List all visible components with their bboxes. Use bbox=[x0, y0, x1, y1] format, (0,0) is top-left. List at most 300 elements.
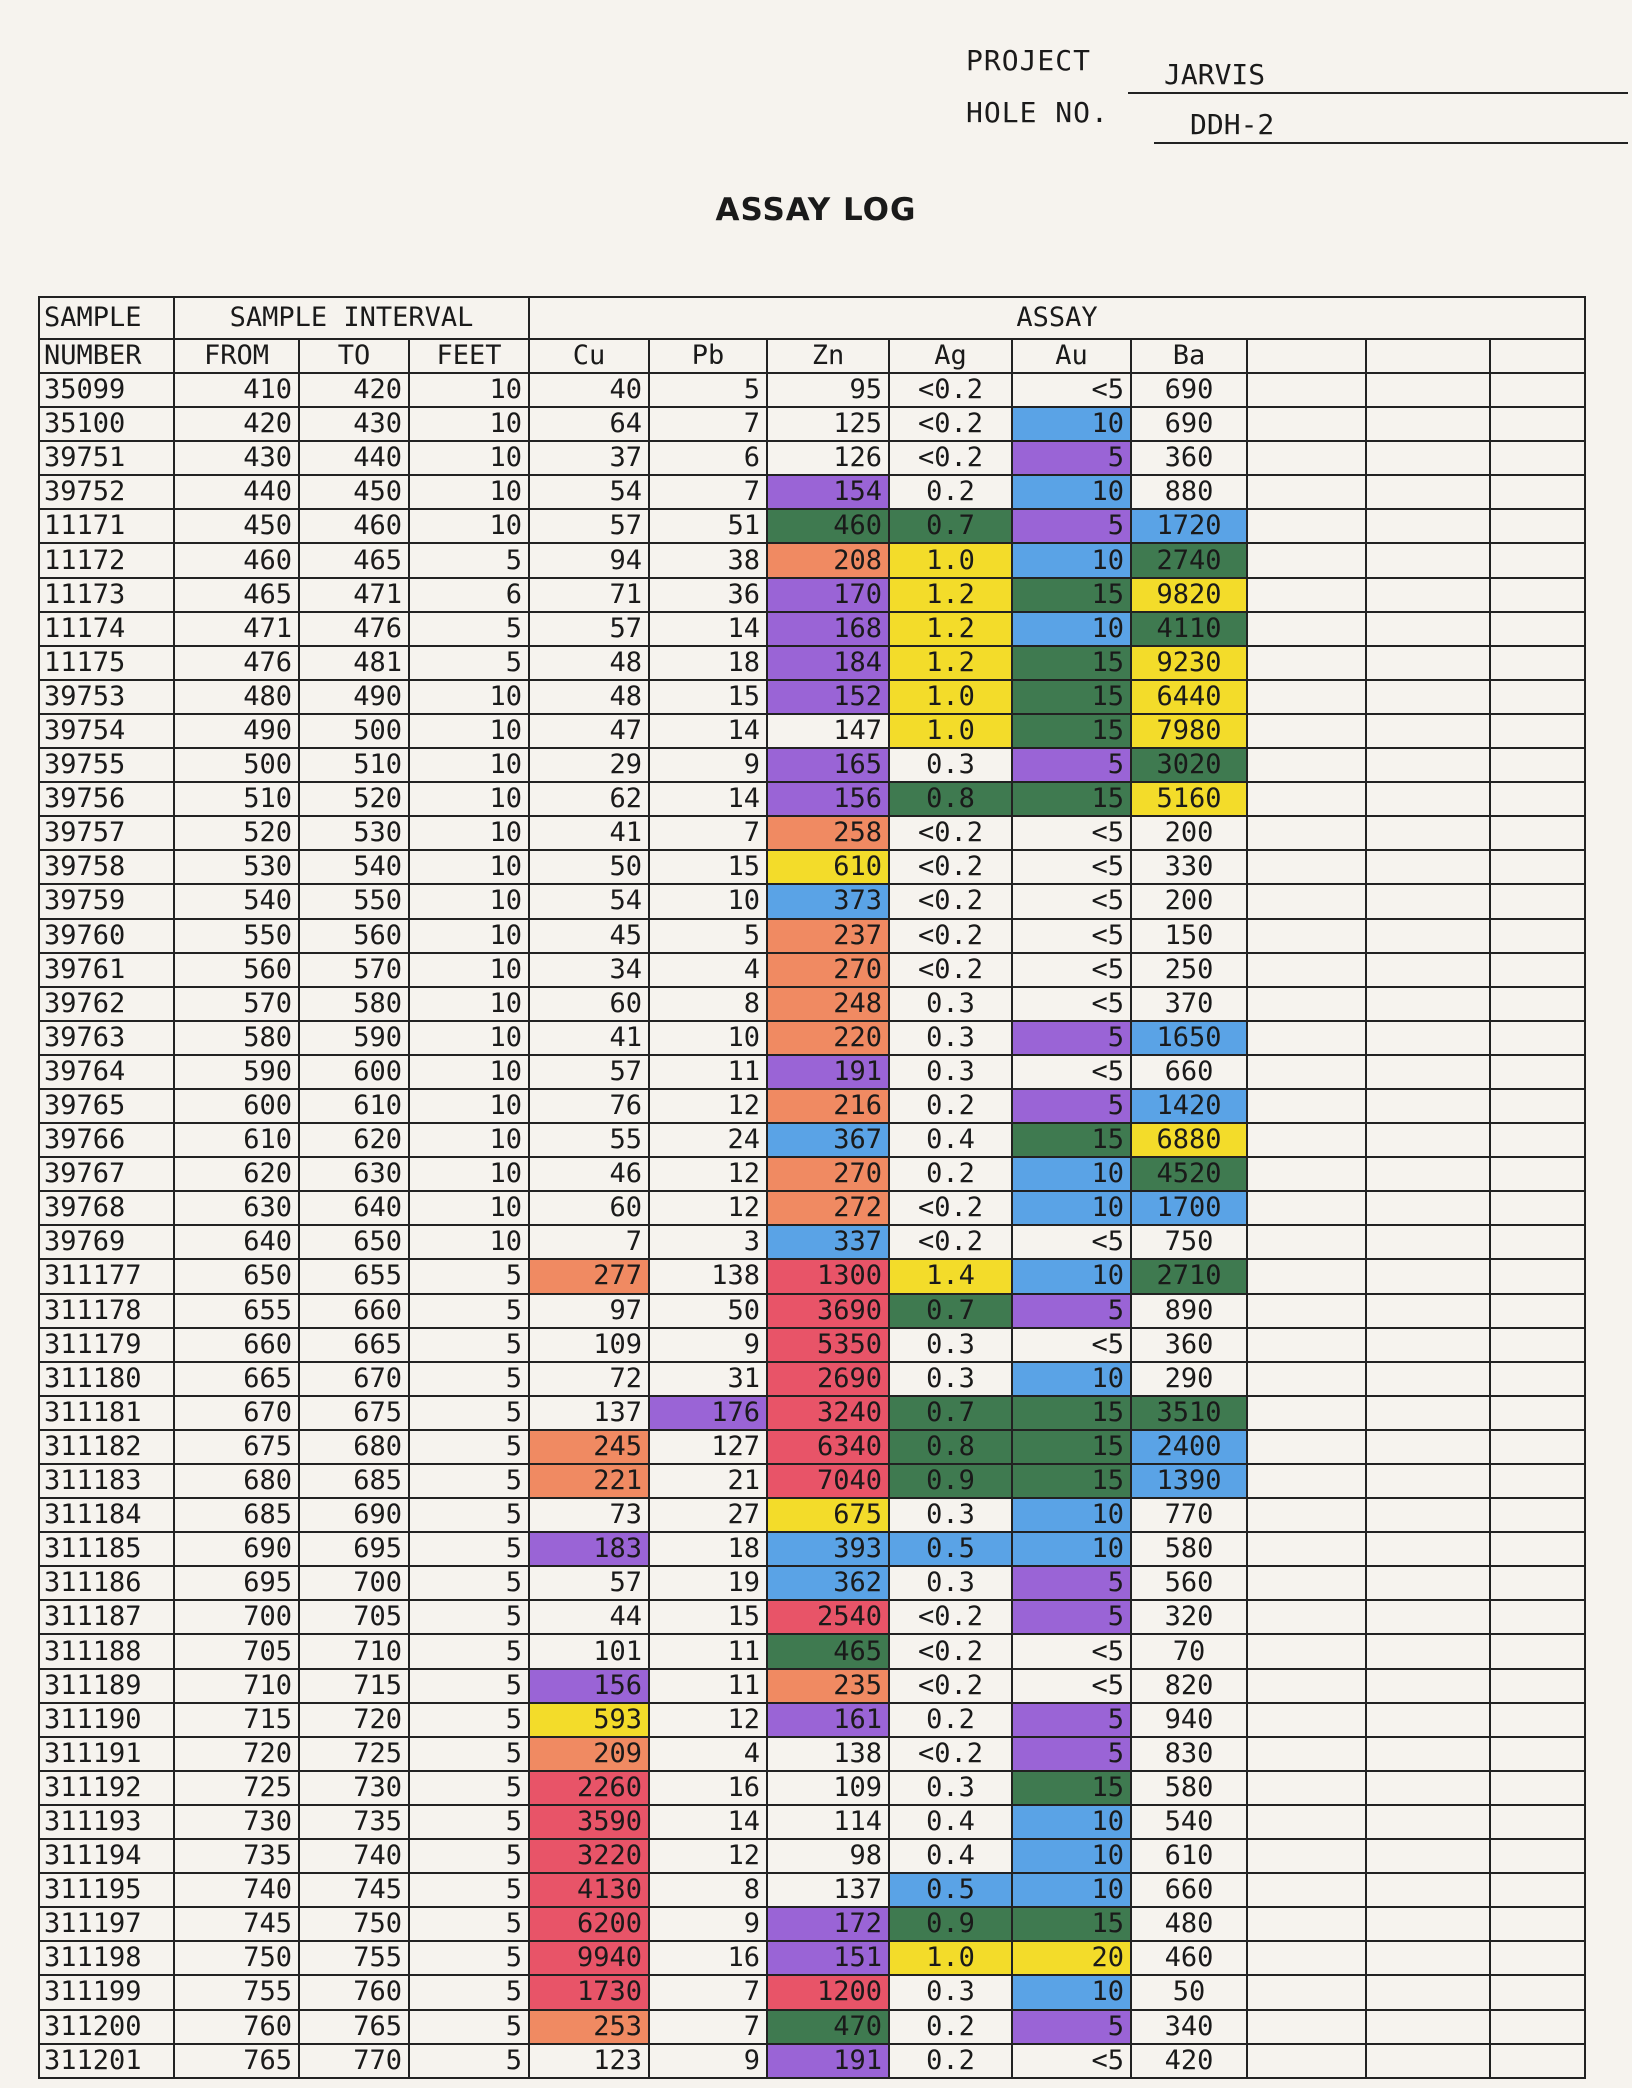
blank-cell bbox=[1490, 987, 1585, 1021]
feet-cell: 5 bbox=[409, 1771, 529, 1805]
ag-cell: 0.4 bbox=[889, 1123, 1012, 1157]
to-cell: 675 bbox=[299, 1396, 409, 1430]
sample-cell: 39761 bbox=[39, 953, 174, 987]
blank-cell bbox=[1366, 1430, 1490, 1464]
feet-cell: 5 bbox=[409, 1362, 529, 1396]
sample-cell: 39753 bbox=[39, 680, 174, 714]
blank-cell bbox=[1490, 1294, 1585, 1328]
from-cell: 680 bbox=[174, 1464, 299, 1498]
sample-cell: 311186 bbox=[39, 1566, 174, 1600]
cu-header: Cu bbox=[529, 339, 649, 373]
au-cell: <5 bbox=[1012, 2044, 1131, 2078]
blank-cell bbox=[1366, 2044, 1490, 2078]
sample-cell: 311177 bbox=[39, 1259, 174, 1293]
from-cell: 560 bbox=[174, 953, 299, 987]
blank-cell bbox=[1366, 1771, 1490, 1805]
cu-cell: 72 bbox=[529, 1362, 649, 1396]
zn-cell: 172 bbox=[767, 1907, 889, 1941]
sample-cell: 39764 bbox=[39, 1055, 174, 1089]
au-cell: 10 bbox=[1012, 1259, 1131, 1293]
ba-cell: 50 bbox=[1131, 1975, 1247, 2009]
blank-cell bbox=[1366, 987, 1490, 1021]
pb-cell: 7 bbox=[649, 475, 767, 509]
from-cell: 600 bbox=[174, 1089, 299, 1123]
pb-cell: 50 bbox=[649, 1294, 767, 1328]
blank-cell bbox=[1490, 2044, 1585, 2078]
to-cell: 745 bbox=[299, 1873, 409, 1907]
feet-cell: 5 bbox=[409, 1873, 529, 1907]
to-cell: 450 bbox=[299, 475, 409, 509]
to-cell: 720 bbox=[299, 1703, 409, 1737]
cu-cell: 3590 bbox=[529, 1805, 649, 1839]
blank-cell bbox=[1247, 1225, 1366, 1259]
table-row bbox=[39, 987, 1585, 1021]
from-cell: 540 bbox=[174, 884, 299, 918]
from-cell: 740 bbox=[174, 1873, 299, 1907]
from-cell: 550 bbox=[174, 919, 299, 953]
ba-cell: 9230 bbox=[1131, 646, 1247, 680]
zn-cell: 7040 bbox=[767, 1464, 889, 1498]
blank-cell bbox=[1366, 1259, 1490, 1293]
au-cell: 10 bbox=[1012, 612, 1131, 646]
au-cell: <5 bbox=[1012, 1328, 1131, 1362]
blank-cell bbox=[1490, 1839, 1585, 1873]
blank-cell bbox=[1366, 543, 1490, 577]
pb-cell: 14 bbox=[649, 714, 767, 748]
table-row bbox=[39, 441, 1585, 475]
ba-cell: 200 bbox=[1131, 816, 1247, 850]
ag-cell: 0.3 bbox=[889, 1021, 1012, 1055]
au-cell: 10 bbox=[1012, 475, 1131, 509]
ag-cell: <0.2 bbox=[889, 1737, 1012, 1771]
to-cell: 770 bbox=[299, 2044, 409, 2078]
from-cell: 460 bbox=[174, 543, 299, 577]
sample-cell: 39765 bbox=[39, 1089, 174, 1123]
cu-cell: 55 bbox=[529, 1123, 649, 1157]
from-cell: 420 bbox=[174, 407, 299, 441]
au-cell: 15 bbox=[1012, 1123, 1131, 1157]
to-cell: 460 bbox=[299, 509, 409, 543]
ag-cell: 0.3 bbox=[889, 748, 1012, 782]
sample-cell: 39768 bbox=[39, 1191, 174, 1225]
table-row bbox=[39, 612, 1585, 646]
feet-cell: 5 bbox=[409, 2044, 529, 2078]
ba-cell: 940 bbox=[1131, 1703, 1247, 1737]
blank-cell bbox=[1247, 2044, 1366, 2078]
blank-cell bbox=[1490, 953, 1585, 987]
feet-cell: 5 bbox=[409, 1941, 529, 1975]
ag-cell: <0.2 bbox=[889, 1225, 1012, 1259]
blank-cell bbox=[1490, 1805, 1585, 1839]
au-cell: 15 bbox=[1012, 646, 1131, 680]
blank-cell bbox=[1490, 373, 1585, 407]
zn-cell: 1300 bbox=[767, 1259, 889, 1293]
from-cell: 480 bbox=[174, 680, 299, 714]
ag-cell: <0.2 bbox=[889, 1634, 1012, 1668]
blank-cell bbox=[1247, 1089, 1366, 1123]
feet-cell: 5 bbox=[409, 1600, 529, 1634]
zn-cell: 191 bbox=[767, 1055, 889, 1089]
zn-cell: 373 bbox=[767, 884, 889, 918]
table-row bbox=[39, 1430, 1585, 1464]
from-cell: 510 bbox=[174, 782, 299, 816]
sample-cell: 39763 bbox=[39, 1021, 174, 1055]
feet-cell: 10 bbox=[409, 475, 529, 509]
to-cell: 730 bbox=[299, 1771, 409, 1805]
to-cell: 600 bbox=[299, 1055, 409, 1089]
feet-cell: 5 bbox=[409, 1634, 529, 1668]
ag-cell: <0.2 bbox=[889, 884, 1012, 918]
blank-cell bbox=[1247, 1669, 1366, 1703]
from-cell: 700 bbox=[174, 1600, 299, 1634]
table-row bbox=[39, 1328, 1585, 1362]
to-cell: 540 bbox=[299, 850, 409, 884]
to-cell: 530 bbox=[299, 816, 409, 850]
feet-cell: 10 bbox=[409, 1225, 529, 1259]
cu-cell: 57 bbox=[529, 1055, 649, 1089]
au-cell: 10 bbox=[1012, 1805, 1131, 1839]
from-cell: 765 bbox=[174, 2044, 299, 2078]
ba-cell: 9820 bbox=[1131, 578, 1247, 612]
ba-cell: 360 bbox=[1131, 441, 1247, 475]
blank-cell bbox=[1366, 1941, 1490, 1975]
cu-cell: 29 bbox=[529, 748, 649, 782]
blank-cell bbox=[1490, 1907, 1585, 1941]
cu-cell: 1730 bbox=[529, 1975, 649, 2009]
table-row bbox=[39, 509, 1585, 543]
page-title: ASSAY LOG bbox=[715, 192, 917, 228]
pb-cell: 3 bbox=[649, 1225, 767, 1259]
sample-cell: 311180 bbox=[39, 1362, 174, 1396]
blank-cell bbox=[1490, 1566, 1585, 1600]
cu-cell: 245 bbox=[529, 1430, 649, 1464]
feet-cell: 10 bbox=[409, 1157, 529, 1191]
from-cell: 471 bbox=[174, 612, 299, 646]
blank-cell bbox=[1490, 919, 1585, 953]
blank-cell bbox=[1366, 1532, 1490, 1566]
blank-cell bbox=[1247, 1600, 1366, 1634]
table-row bbox=[39, 1566, 1585, 1600]
feet-cell: 10 bbox=[409, 714, 529, 748]
cu-cell: 183 bbox=[529, 1532, 649, 1566]
ba-cell: 460 bbox=[1131, 1941, 1247, 1975]
ba-cell: 5160 bbox=[1131, 782, 1247, 816]
blank-cell bbox=[1490, 646, 1585, 680]
table-row bbox=[39, 816, 1585, 850]
to-cell: 465 bbox=[299, 543, 409, 577]
blank-cell bbox=[1247, 884, 1366, 918]
zn-cell: 675 bbox=[767, 1498, 889, 1532]
table-row bbox=[39, 1703, 1585, 1737]
cu-cell: 3220 bbox=[529, 1839, 649, 1873]
au-cell: 15 bbox=[1012, 1430, 1131, 1464]
blank-cell bbox=[1490, 1328, 1585, 1362]
zn-cell: 216 bbox=[767, 1089, 889, 1123]
au-cell: 5 bbox=[1012, 441, 1131, 475]
table-row bbox=[39, 1907, 1585, 1941]
au-cell: 5 bbox=[1012, 2010, 1131, 2044]
blank-cell bbox=[1490, 850, 1585, 884]
ag-cell: 0.7 bbox=[889, 1396, 1012, 1430]
ba-cell: 690 bbox=[1131, 407, 1247, 441]
table-row bbox=[39, 884, 1585, 918]
zn-cell: 220 bbox=[767, 1021, 889, 1055]
cu-cell: 54 bbox=[529, 475, 649, 509]
sample-cell: 311201 bbox=[39, 2044, 174, 2078]
from-cell: 695 bbox=[174, 1566, 299, 1600]
feet-cell: 10 bbox=[409, 373, 529, 407]
ba-cell: 2710 bbox=[1131, 1259, 1247, 1293]
blank-header bbox=[1366, 339, 1490, 373]
table-row bbox=[39, 1294, 1585, 1328]
blank-cell bbox=[1247, 1157, 1366, 1191]
from-cell: 476 bbox=[174, 646, 299, 680]
feet-cell: 10 bbox=[409, 782, 529, 816]
to-cell: 650 bbox=[299, 1225, 409, 1259]
ag-cell: 0.2 bbox=[889, 475, 1012, 509]
to-cell: 430 bbox=[299, 407, 409, 441]
pb-cell: 15 bbox=[649, 850, 767, 884]
from-cell: 490 bbox=[174, 714, 299, 748]
cu-cell: 64 bbox=[529, 407, 649, 441]
zn-cell: 191 bbox=[767, 2044, 889, 2078]
zn-cell: 270 bbox=[767, 953, 889, 987]
ag-cell: 0.3 bbox=[889, 1566, 1012, 1600]
blank-cell bbox=[1366, 1464, 1490, 1498]
feet-cell: 5 bbox=[409, 1669, 529, 1703]
from-cell: 655 bbox=[174, 1294, 299, 1328]
blank-cell bbox=[1247, 1498, 1366, 1532]
cu-cell: 46 bbox=[529, 1157, 649, 1191]
au-cell: <5 bbox=[1012, 1055, 1131, 1089]
ba-cell: 4520 bbox=[1131, 1157, 1247, 1191]
sample-cell: 35100 bbox=[39, 407, 174, 441]
project-field[interactable]: JARVIS bbox=[1128, 50, 1628, 94]
from-cell: 715 bbox=[174, 1703, 299, 1737]
ag-cell: <0.2 bbox=[889, 441, 1012, 475]
blank-cell bbox=[1366, 1021, 1490, 1055]
blank-cell bbox=[1490, 1430, 1585, 1464]
blank-cell bbox=[1247, 1805, 1366, 1839]
blank-cell bbox=[1366, 1089, 1490, 1123]
feet-cell: 10 bbox=[409, 987, 529, 1021]
hole-number-field[interactable]: DDH-2 bbox=[1154, 100, 1628, 144]
feet-cell: 10 bbox=[409, 850, 529, 884]
au-cell: 5 bbox=[1012, 509, 1131, 543]
feet-cell: 10 bbox=[409, 953, 529, 987]
from-cell: 750 bbox=[174, 1941, 299, 1975]
table-row bbox=[39, 1055, 1585, 1089]
table-row bbox=[39, 1396, 1585, 1430]
pb-cell: 8 bbox=[649, 1873, 767, 1907]
table-row bbox=[39, 1941, 1585, 1975]
cu-cell: 57 bbox=[529, 612, 649, 646]
blank-cell bbox=[1247, 1873, 1366, 1907]
ba-cell: 290 bbox=[1131, 1362, 1247, 1396]
project-label: PROJECT bbox=[966, 44, 1092, 77]
ag-cell: 0.8 bbox=[889, 1430, 1012, 1464]
zn-cell: 147 bbox=[767, 714, 889, 748]
blank-cell bbox=[1366, 646, 1490, 680]
table-row bbox=[39, 475, 1585, 509]
zn-cell: 151 bbox=[767, 1941, 889, 1975]
au-cell: 10 bbox=[1012, 407, 1131, 441]
au-cell: 10 bbox=[1012, 1191, 1131, 1225]
cu-cell: 41 bbox=[529, 816, 649, 850]
feet-cell: 10 bbox=[409, 509, 529, 543]
from-cell: 720 bbox=[174, 1737, 299, 1771]
blank-cell bbox=[1247, 612, 1366, 646]
ag-cell: 0.8 bbox=[889, 782, 1012, 816]
ba-cell: 2740 bbox=[1131, 543, 1247, 577]
blank-cell bbox=[1247, 2010, 1366, 2044]
from-cell: 530 bbox=[174, 850, 299, 884]
cu-cell: 41 bbox=[529, 1021, 649, 1055]
blank-header bbox=[1247, 339, 1366, 373]
blank-cell bbox=[1490, 1498, 1585, 1532]
sample-cell: 311188 bbox=[39, 1634, 174, 1668]
au-cell: <5 bbox=[1012, 884, 1131, 918]
from-cell: 665 bbox=[174, 1362, 299, 1396]
blank-cell bbox=[1247, 1055, 1366, 1089]
blank-cell bbox=[1366, 1634, 1490, 1668]
ba-cell: 360 bbox=[1131, 1328, 1247, 1362]
to-cell: 660 bbox=[299, 1294, 409, 1328]
from-cell: 675 bbox=[174, 1430, 299, 1464]
blank-cell bbox=[1247, 475, 1366, 509]
ag-cell: 1.0 bbox=[889, 1941, 1012, 1975]
cu-cell: 2260 bbox=[529, 1771, 649, 1805]
blank-cell bbox=[1247, 1975, 1366, 2009]
zn-cell: 138 bbox=[767, 1737, 889, 1771]
pb-cell: 12 bbox=[649, 1191, 767, 1225]
zn-cell: 460 bbox=[767, 509, 889, 543]
blank-cell bbox=[1247, 714, 1366, 748]
from-cell: 745 bbox=[174, 1907, 299, 1941]
zn-cell: 258 bbox=[767, 816, 889, 850]
table-row bbox=[39, 578, 1585, 612]
sample-cell: 311182 bbox=[39, 1430, 174, 1464]
blank-cell bbox=[1490, 1157, 1585, 1191]
zn-cell: 114 bbox=[767, 1805, 889, 1839]
feet-cell: 10 bbox=[409, 1123, 529, 1157]
from-cell: 580 bbox=[174, 1021, 299, 1055]
table-row bbox=[39, 1873, 1585, 1907]
to-cell: 750 bbox=[299, 1907, 409, 1941]
table-row bbox=[39, 850, 1585, 884]
blank-cell bbox=[1247, 1430, 1366, 1464]
from-cell: 690 bbox=[174, 1532, 299, 1566]
au-cell: <5 bbox=[1012, 1669, 1131, 1703]
ba-cell: 580 bbox=[1131, 1532, 1247, 1566]
ba-cell: 320 bbox=[1131, 1600, 1247, 1634]
to-cell: 705 bbox=[299, 1600, 409, 1634]
from-header: FROM bbox=[174, 339, 299, 373]
blank-cell bbox=[1366, 2010, 1490, 2044]
cu-cell: 50 bbox=[529, 850, 649, 884]
cu-cell: 47 bbox=[529, 714, 649, 748]
au-cell: <5 bbox=[1012, 919, 1131, 953]
feet-cell: 5 bbox=[409, 1839, 529, 1873]
blank-cell bbox=[1490, 1055, 1585, 1089]
blank-cell bbox=[1490, 1873, 1585, 1907]
to-cell: 560 bbox=[299, 919, 409, 953]
blank-cell bbox=[1490, 475, 1585, 509]
ba-cell: 340 bbox=[1131, 2010, 1247, 2044]
ba-cell: 770 bbox=[1131, 1498, 1247, 1532]
blank-cell bbox=[1247, 1532, 1366, 1566]
sample-cell: 311194 bbox=[39, 1839, 174, 1873]
table-row bbox=[39, 714, 1585, 748]
ag-cell: <0.2 bbox=[889, 373, 1012, 407]
zn-cell: 125 bbox=[767, 407, 889, 441]
zn-cell: 2690 bbox=[767, 1362, 889, 1396]
au-header: Au bbox=[1012, 339, 1131, 373]
sample-cell: 311197 bbox=[39, 1907, 174, 1941]
zn-cell: 248 bbox=[767, 987, 889, 1021]
table-row bbox=[39, 1600, 1585, 1634]
blank-cell bbox=[1490, 680, 1585, 714]
zn-cell: 237 bbox=[767, 919, 889, 953]
feet-cell: 10 bbox=[409, 441, 529, 475]
cu-cell: 4130 bbox=[529, 1873, 649, 1907]
table-row bbox=[39, 1464, 1585, 1498]
cu-cell: 57 bbox=[529, 1566, 649, 1600]
table-row bbox=[39, 407, 1585, 441]
from-cell: 410 bbox=[174, 373, 299, 407]
au-cell: 5 bbox=[1012, 1703, 1131, 1737]
zn-cell: 126 bbox=[767, 441, 889, 475]
ag-cell: 1.0 bbox=[889, 714, 1012, 748]
pb-cell: 18 bbox=[649, 1532, 767, 1566]
feet-cell: 10 bbox=[409, 919, 529, 953]
blank-cell bbox=[1247, 578, 1366, 612]
feet-cell: 5 bbox=[409, 543, 529, 577]
blank-cell bbox=[1366, 509, 1490, 543]
au-cell: 5 bbox=[1012, 1089, 1131, 1123]
pb-cell: 12 bbox=[649, 1089, 767, 1123]
sample-cell: 39760 bbox=[39, 919, 174, 953]
sample-cell: 39762 bbox=[39, 987, 174, 1021]
cu-cell: 76 bbox=[529, 1089, 649, 1123]
feet-cell: 10 bbox=[409, 1089, 529, 1123]
feet-cell: 5 bbox=[409, 1294, 529, 1328]
pb-cell: 127 bbox=[649, 1430, 767, 1464]
zn-header: Zn bbox=[767, 339, 889, 373]
sample-cell: 11173 bbox=[39, 578, 174, 612]
to-cell: 670 bbox=[299, 1362, 409, 1396]
pb-cell: 27 bbox=[649, 1498, 767, 1532]
ba-cell: 3510 bbox=[1131, 1396, 1247, 1430]
ag-cell: 1.0 bbox=[889, 680, 1012, 714]
ba-cell: 250 bbox=[1131, 953, 1247, 987]
cu-cell: 221 bbox=[529, 1464, 649, 1498]
from-cell: 465 bbox=[174, 578, 299, 612]
feet-cell: 10 bbox=[409, 748, 529, 782]
cu-cell: 60 bbox=[529, 987, 649, 1021]
zn-cell: 2540 bbox=[767, 1600, 889, 1634]
sample-cell: 11172 bbox=[39, 543, 174, 577]
ba-cell: 6880 bbox=[1131, 1123, 1247, 1157]
pb-cell: 6 bbox=[649, 441, 767, 475]
pb-cell: 11 bbox=[649, 1055, 767, 1089]
sample-cell: 35099 bbox=[39, 373, 174, 407]
au-cell: 10 bbox=[1012, 1839, 1131, 1873]
au-cell: 15 bbox=[1012, 1464, 1131, 1498]
from-cell: 725 bbox=[174, 1771, 299, 1805]
ag-cell: 0.9 bbox=[889, 1907, 1012, 1941]
zn-cell: 270 bbox=[767, 1157, 889, 1191]
